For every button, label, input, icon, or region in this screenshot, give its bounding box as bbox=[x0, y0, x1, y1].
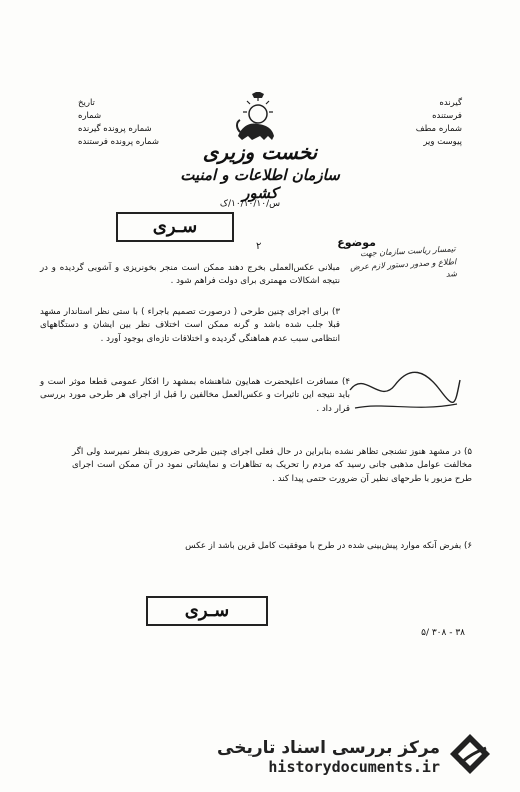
paragraph-3: ۳) برای اجرای چنین طرحی ( درصورت تصمیم باجراء ) با ستی نظر استاندار مشهد قبلا جلب شده باشد و گرنه ممکن است اختلاف نظر بین ایشان و دستگاههای انتظامی سبب عدم هماهنگی گردیده و اختلافات تازه‌ای بوجود آورد . bbox=[40, 307, 340, 344]
sender-file-field: شماره پرونده فرستنده bbox=[78, 137, 159, 147]
left-number-field: شماره bbox=[78, 111, 102, 121]
date-field: تاریخ bbox=[78, 98, 95, 108]
header-right-fields bbox=[352, 98, 462, 150]
recipient-file-field: شماره پرونده گیرنده bbox=[78, 124, 152, 134]
org-line-savak: سازمان اطلاعات و امنیت کشور bbox=[180, 166, 340, 202]
number-field: شماره مطف bbox=[415, 124, 462, 134]
signature-scribble bbox=[345, 350, 465, 420]
header-left-fields bbox=[78, 98, 198, 150]
reference-number: س/۱۰/۱۰/۱۰/ک bbox=[219, 199, 281, 209]
paragraph-4: ۴) مسافرت اعلیحضرت همایون شاهنشاه بمشهد را افکار عمومی قطعا موثر است و باید نتیجه این تاثیرات و عکس‌العمل مخالفین را قبل از اجرای هر طرحی مورد بررسی قرار داد . bbox=[40, 377, 350, 414]
handwritten-margin-note: تیمسار ریاست سازمان جهت اطلاع و صدور دستور لازم عرض شد bbox=[349, 244, 458, 279]
recipient-field: گیرنده bbox=[439, 98, 462, 108]
watermark-title: مرکز بررسی اسناد تاریخی bbox=[217, 738, 440, 758]
history-center-logo-icon bbox=[446, 730, 494, 778]
org-line-prime-ministry: نخست وزیری bbox=[202, 140, 318, 164]
watermark-url: historydocuments.ir bbox=[268, 758, 440, 776]
attachment-field: پیوست ویر bbox=[423, 137, 462, 147]
secret-stamp-top: سـری bbox=[116, 212, 234, 242]
sender-field: فرستنده bbox=[432, 111, 462, 121]
document-code: ۵/ ۳۰۸ - ۳۸ bbox=[421, 628, 465, 638]
subject-label: موضوع bbox=[337, 236, 376, 249]
secret-stamp-bottom: سـری bbox=[146, 596, 268, 626]
paragraph-5: ۵) در مشهد هنوز تشنجی تظاهر نشده بنابراین در حال فعلی اجرای چنین طرحی ضروری بنظر نمیرسد ولی اگر مخالفت عوامل مذهبی جانی رسید که مردم را تحریک به تظاهرات و نمایشاتی نمود در آن ممکن است اجرای طرح مزبور با طرحهای نظیر آن ضرورت حتمی پیدا کند . bbox=[72, 447, 472, 484]
paragraph-6: ۶) بفرض آنکه موارد پیش‌بینی شده در طرح با موفقیت کامل قرین باشد از عکس bbox=[185, 541, 472, 551]
page-number: ۲ bbox=[256, 241, 262, 252]
paragraph-1: مبلانی عکس‌العملی بخرج دهند ممکن است منجر بخونریزی و آشوبی گردیده و در نتیجه اشکالات مهمتری برای دولت فراهم شود . bbox=[40, 263, 340, 287]
